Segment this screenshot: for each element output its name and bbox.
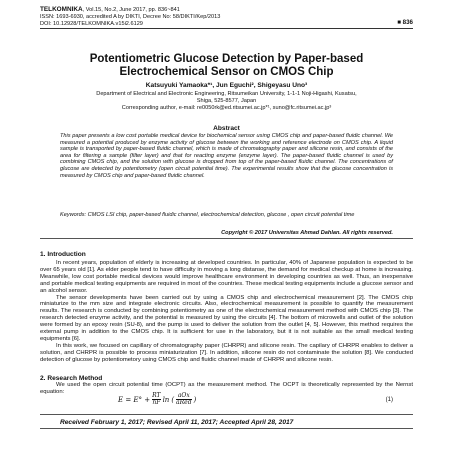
paragraph: In this work, we focused on capillary of chromatography paper (CHRPR) and silicone resin. The capilary of CHRPR enables to deliver a solution, and CHRPR is possible to process miniaturization [7]. In addition, silicone resin do not contaminate the solution [8]. We conducted detection of glucose by potentiometory using CMOS chip and fluidic channel made of CHRPR and silicone resin. [40, 342, 413, 363]
paper-authors: Katsuyuki Yamaoka*¹, Jun Eguchi², Shigeyasu Uno³ [145, 82, 308, 89]
journal-issn-line: ISSN: 1693-6930, accredited A by DIKTI, Decree No: 58/DIKTI/Kep/2013 [40, 14, 221, 20]
introduction-body [40, 260, 413, 364]
page-marker-icon: ■ [397, 19, 403, 26]
paper-title: Potentiometric Glucose Detection by Paper-based Electrochemical Sensor on CMOS Chip [89, 53, 364, 78]
paragraph: We used the open circuit potential time (OCPT) as the measurement method. The OCPT is theoretically represented by the Nernst equation: [40, 382, 413, 395]
abstract-heading: Abstract [213, 125, 240, 132]
footer-rule-bottom [40, 428, 413, 429]
section-heading-research-method: 2. Research Method [40, 375, 103, 382]
abstract-text: This paper presents a low cost portable medical device for biochemical sensor using CMOS chip and paper-based fluidic channel. We measured a potential produced by enzyme activity of glucose between the working and reference electrode on CMOS chip. A liquid sample is transported by paper-based fluidic channel, which is made of chromatography paper and silicone resin, and consists of the area for filtering a sample (filter layer) and that for reacting enzyme (enzyme layer). The paper-based fluidic channel is used by combining CMOS chip, and the solution with glucose is dropped from top of the paper-based fluidic channel. The concentrations of glucose are detected by potentiometry (open circuit potential time). The experimental results show that the glucose concentration is measured by CMOS chip and paper-based fluidic channel. [60, 133, 393, 179]
footer-rule-top [40, 414, 413, 415]
section-heading-introduction: 1. Introduction [40, 251, 86, 258]
journal-volume-line: TELKOMNIKA, Vol.15, No.2, June 2017, pp. 836~841 [40, 6, 180, 13]
abstract-rule [40, 238, 413, 239]
equation-number: (1) [385, 397, 393, 403]
research-method-body [40, 382, 413, 396]
keywords: Keywords: CMOS LSI chip, paper-based fluidic channel, electrochemical detection, glucose , open circuit potential time [60, 212, 355, 218]
journal-header [40, 6, 220, 28]
equation-activity-ratio: $\frac{\text{aOx}}{\text{aRed}}$ [176, 392, 192, 406]
journal-doi-line: DOI: 10.12928/TELKOMNIKA.v15i2.6129 [40, 21, 143, 27]
header-rule [40, 28, 413, 29]
equation-fraction: $\frac{RT}{nF}$ [152, 392, 161, 406]
received-dates: Received February 1, 2017; Revised April 11, 2017; Accepted April 28, 2017 [60, 419, 294, 426]
paragraph: In recent years, population of elderly is increasing at developed countries. In particular, 40% of Japanese population is expected to be over 65 years old [1]. As elder people tend to have difficulty in moving a long distanse, the demand for medical checkup at home is increasing. Meanwhile, low cost portable medical devices would improve healthcare environment in developing countries as well. Thus, an inexpensive and portable medical testing equipments are required in most of the countries. These medical testing equipments include a glucose sensor and an alcohol sensor. [40, 260, 413, 294]
page-number: ■ 836 [397, 19, 413, 26]
journal-name: TELKOMNIKA [40, 6, 83, 13]
nernst-equation: E = E° + $\frac{RT}{nF}$ ln ( $\frac{\text{aOx}}{\text{aRed}}$ ) [118, 392, 197, 406]
copyright-line: Copyright © 2017 Universitas Ahmad Dahlan. All rights reserved. [221, 230, 393, 236]
paper-affiliation: Department of Electrical and Electronic Engineering, Ritsumeikan University, 1-1-1 Noji-Higashi, Kusatsu, Shiga, 525-8577, Japan Corresponding author, e-mail: re0050rk@ed.ritsumei.ac.jp*¹, suno@fc.ritsumei.ac.jp³ [96, 91, 357, 111]
paragraph: The sensor developments have been carried out by using a CMOS chip and electrochemical measurement [2]. The CMOS chip miniaturize to the mm size and integrate electronic circuits. Also, electrochemical measurement is possible to quantify the measurement results. The research is conducted by combining potentiometry as one of the electrochemical measurement method with CMOS chip [3]. The research detected enzyme activity, and the potential is measured by using the circuits [4]. The bottom of microwells and outlet of the solution were formed by an epoxy resin (SU-8), and the pump is used to deliver the solution from the outlet [4, 5]. However, this method requires the external pump in addition to the CMOS chip. It is sufficient for use in the laboratory, but it is not suitable as the small medical testing equipments [6]. [40, 294, 413, 342]
